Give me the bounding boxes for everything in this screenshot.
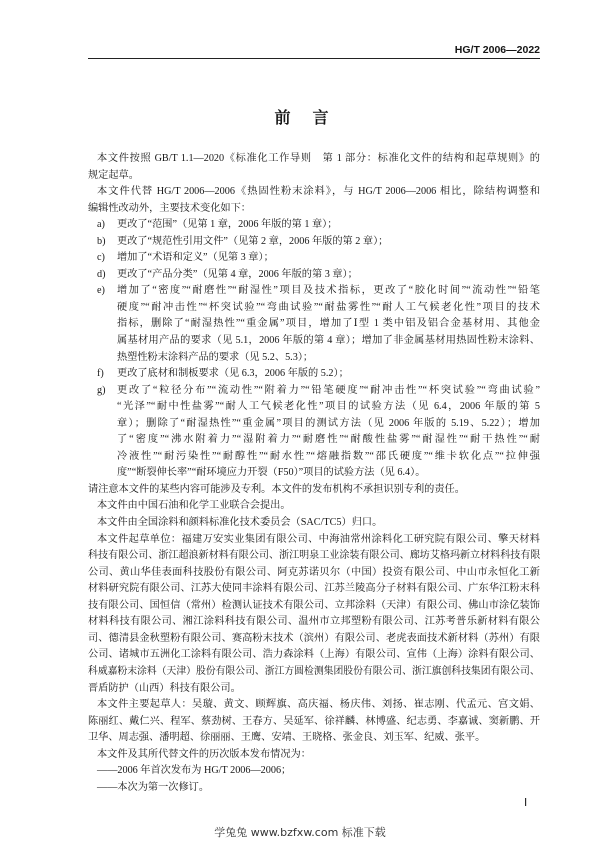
- text-line: 更改了“产品分类”（见第 4 章，2006 年版的第 3 章）；: [117, 268, 358, 280]
- text-line: 增加了“术语和定义”（见第 3 章）；: [117, 252, 274, 264]
- text-line: 请注意本文件的某些内容可能涉及专利。本文件的发布机构不承担识别专利的责任。: [88, 483, 465, 495]
- text-line: 本文件按照 GB/T 1.1—2020《标准化工作导则 第 1 部分：标准化文件的结构和起草规则》的: [97, 153, 540, 164]
- preface-body: [88, 151, 540, 796]
- paragraph-drafters: [88, 697, 540, 747]
- text-line: 冷液性”“耐污染性”“耐醇性”“耐水性”“熔融指数”“邵氏硬度”“维卡软化点”“拉伸强: [117, 450, 540, 462]
- text-line: 本文件主要起草人：吴璇、黄文、顾辉旗、高庆福、杨庆伟、刘扬、崔志刚、代孟元、宫文娟、: [97, 699, 540, 711]
- paragraph-patent-notice: [88, 482, 540, 499]
- text-line: 度”“断裂伸长率”“耐环境应力开裂（F50）”项目的试验方法（见 6.4）。: [117, 467, 426, 479]
- text-line: 材料科技有限公司、湘江涂料科技有限公司、温州市立邦塑粉有限公司、江苏考普乐新材料有限公: [88, 616, 540, 628]
- text-line: 更改了“范围”（见第 1 章，2006 年版的第 1 章）；: [117, 219, 338, 231]
- history-item: ——本次为第一次修订。: [97, 781, 210, 793]
- text-line: 硬度”“耐冲击性”“杯突试验”“弯曲试验”“耐盐雾性”“耐人工气候老化性”项目的技术: [117, 301, 540, 313]
- list-label: a): [97, 219, 105, 231]
- paragraph-replaces: [88, 184, 540, 217]
- list-label: e): [97, 285, 105, 297]
- text-line: 热塑性粉末涂料产品的要求（见 5.2、5.3）；: [117, 351, 314, 363]
- text-line: 本文件及其所代替文件的历次版本发布情况为：: [97, 748, 311, 760]
- text-line: 更改了“规范性引用文件”（见第 2 章，2006 年版的第 2 章）；: [117, 235, 389, 247]
- text-line: 本文件由全国涂料和颜料标准化技术委员会（SAC/TC5）归口。: [97, 517, 383, 529]
- text-line: 司、德清县金秋塑粉有限公司、赛高粉末技术（滨州）有限公司、老虎表面技术新材料（苏州）有限: [88, 632, 540, 644]
- technical-changes-list: [88, 217, 540, 482]
- text-line: 章）；删除了“耐湿热性”“重金属”项目的测试方法（见 2006 年版的 5.19、5.22）；增加: [117, 417, 540, 429]
- text-line: 材料研究院有限公司、江苏大使同丰涂料有限公司、江苏兰陵高分子材料有限公司、广东华江粉末科: [88, 583, 540, 595]
- text-line: 更改了底材和制板要求（见 6.3，2006 年版的 5.2）；: [117, 368, 349, 380]
- paragraph-drafting-units: [88, 532, 540, 697]
- text-line: 编辑性改动外，主要技术变化如下：: [88, 202, 251, 214]
- text-line: 技有限公司、国恒信（常州）检测认证技术有限公司、立邦涂料（天津）有限公司、佛山市涂亿装饰: [88, 599, 540, 611]
- paragraph-committee: [88, 515, 540, 532]
- list-label: f): [97, 368, 104, 380]
- change-item-f: [88, 366, 540, 383]
- text-line: 晋盾防护（山西）科技有限公司。: [88, 682, 241, 694]
- list-label: d): [97, 268, 106, 280]
- change-item-d: [88, 267, 540, 284]
- list-label: b): [97, 235, 106, 247]
- page-title: 前 言: [274, 108, 332, 127]
- text-line: 更改了“粒径分布”“流动性”“附着力”“铅笔硬度”“耐冲击性”“杯突试验”“弯曲试验”: [117, 384, 540, 396]
- page-number: Ⅰ: [524, 797, 528, 809]
- text-line: 公司、黄山华佳表面科技股份有限公司、阿克苏诺贝尔（中国）投资有限公司、中山市永恒化工新: [88, 566, 540, 578]
- text-line: 公司、诸城市五洲化工涂料有限公司、浩力森涂料（上海）有限公司、宣伟（上海）涂料有限公司、: [88, 649, 540, 661]
- text-line: 增加了“密度”“耐磨性”“耐湿性”项目及技术指标，更改了“胶化时间”“流动性”“铅笔: [117, 285, 540, 297]
- paragraph-drafting-rules: [88, 151, 540, 184]
- change-item-c: [88, 250, 540, 267]
- header-rule: [88, 58, 540, 59]
- text-line: 陈丽红、戴仁兴、程军、蔡劲树、王春方、吴延军、徐祥麟、林博盛、纪志勇、李嘉诚、窦新鹏、开: [88, 715, 540, 727]
- text-line: 属基材用产品的要求（见 5.1，2006 年版的第 4 章）；增加了非金属基材用热固性粉末涂料、: [117, 335, 540, 347]
- paragraph-proposer: [88, 498, 540, 515]
- text-line: 指标，删除了“耐湿热性”“重金属”项目，增加了Ⅰ型 1 类中铝及铝合金基材用、其他金: [117, 318, 540, 330]
- change-item-a: [88, 217, 540, 234]
- change-item-e: [88, 283, 540, 366]
- text-line: 本文件代替 HG/T 2006—2006《热固性粉末涂料》，与 HG/T 2006—2006 相比，除结构调整和: [97, 186, 540, 198]
- text-line: 科技有限公司、浙江超浪新材料有限公司、浙江明泉工业涂装有限公司、廊坊艾格玛新立材料科技有限: [88, 550, 541, 562]
- text-line: 了“密度”“沸水附着力”“湿附着力”“耐磨性”“耐酸性盐雾”“耐湿性”“耐干热性”“耐: [117, 434, 540, 446]
- text-line: 卫华、周志强、潘明超、徐丽丽、王鹰、安靖、王晓格、张金良、刘玉军、纪威、张平。: [88, 732, 486, 744]
- paragraph-version-history: [88, 747, 540, 797]
- text-line: 科威嘉粉末涂料（天津）股份有限公司、浙江方圆检测集团股份有限公司、浙江旗创科技集团有限公司、: [88, 665, 540, 677]
- watermark-text: 学兔兔 www.bzfxw.com 标准下载: [214, 826, 386, 839]
- text-line: “光泽”“耐中性盐雾”“耐人工气候老化性”项目的试验方法（见 6.4，2006 年版的第 5: [117, 401, 540, 413]
- text-line: 本文件由中国石油和化学工业联合会提出。: [97, 500, 291, 512]
- list-label: c): [97, 252, 105, 264]
- change-item-g: [88, 383, 540, 482]
- history-item: ——2006 年首次发布为 HG/T 2006—2006；: [97, 765, 292, 777]
- list-label: g): [97, 384, 106, 396]
- text-line: 本文件起草单位：福建万安实业集团有限公司、中海油常州涂料化工研究院有限公司、擎天材料: [97, 533, 540, 545]
- standard-code-header: HG/T 2006—2022: [454, 44, 540, 56]
- change-item-b: [88, 234, 540, 251]
- text-line: 规定起草。: [88, 169, 139, 181]
